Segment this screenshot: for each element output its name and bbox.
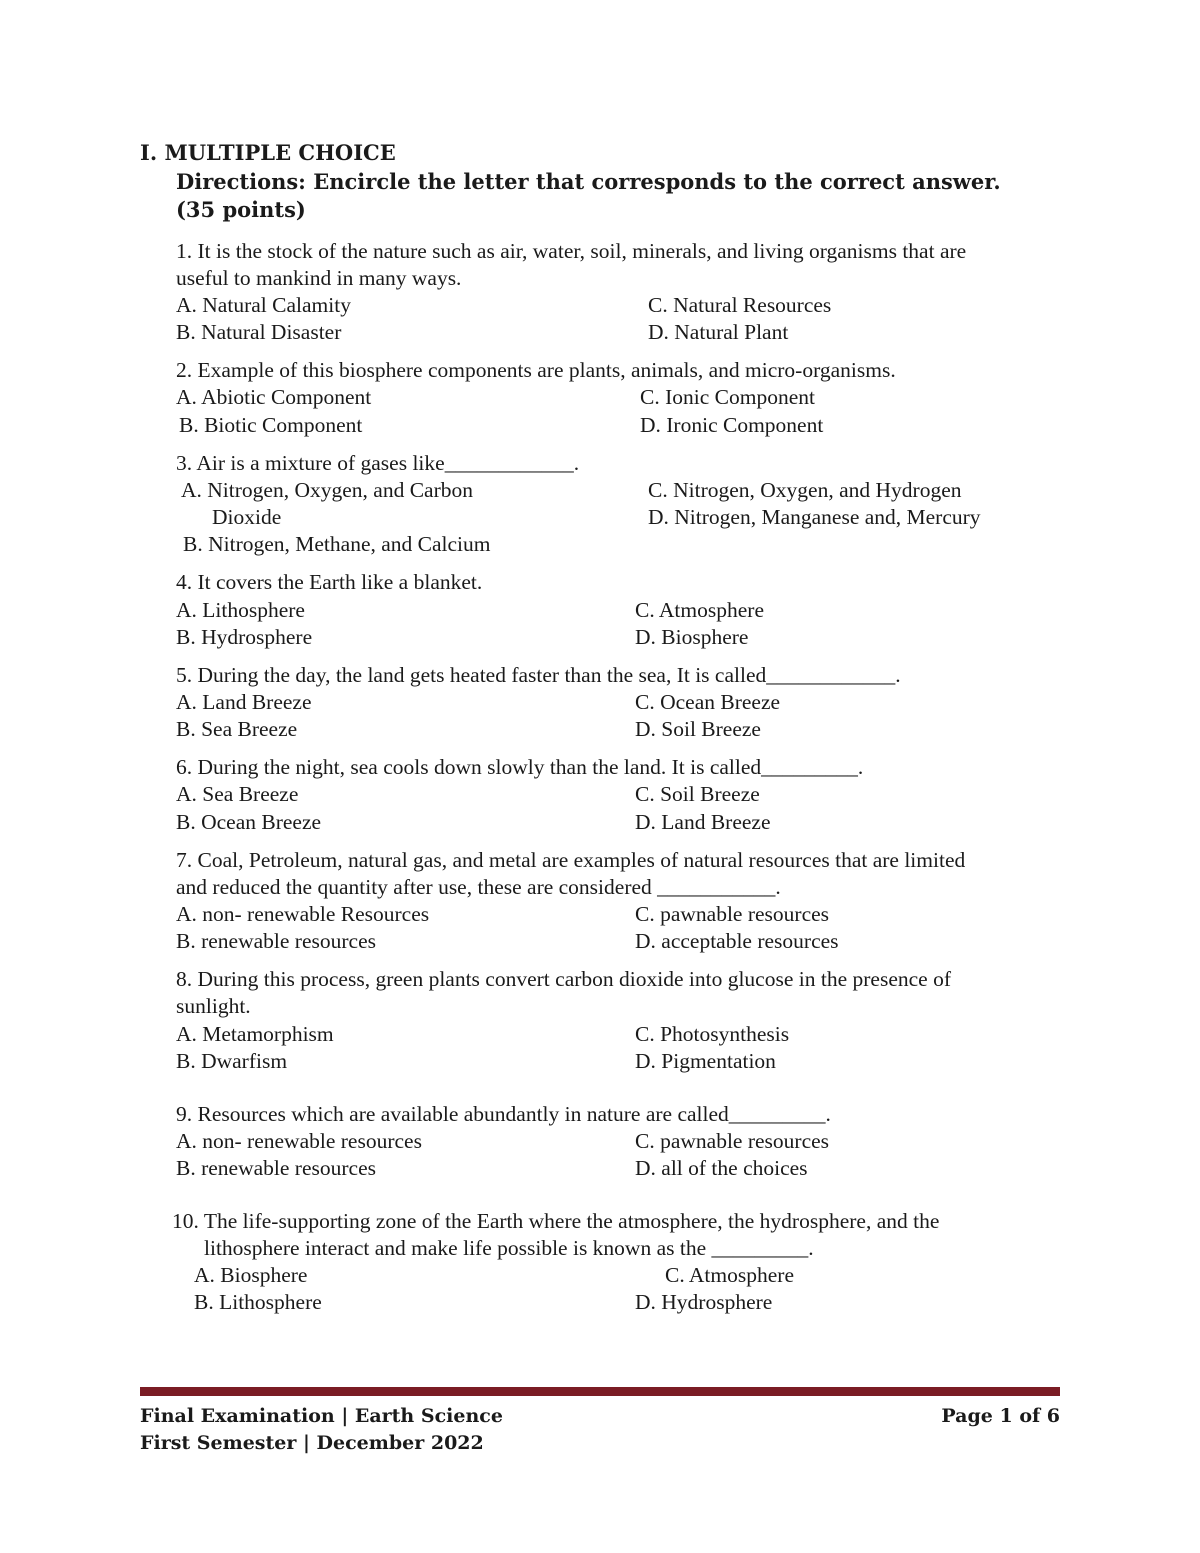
choice-b: B. Nitrogen, Methane, and Calcium <box>183 532 491 556</box>
question-stem: lithosphere interact and make life possible is known as the _________. <box>204 1236 814 1260</box>
choice-d: D. acceptable resources <box>635 929 839 953</box>
choice-c: C. Ocean Breeze <box>635 690 781 714</box>
choice-b: B. Dwarfism <box>176 1049 288 1073</box>
question-stem: 1. It is the stock of the nature such as air, water, soil, minerals, and living organisms that are <box>176 239 967 263</box>
choice-d: D. Hydrosphere <box>635 1290 773 1314</box>
choice-d: D. Ironic Component <box>640 413 824 437</box>
choice-b: B. Hydrosphere <box>176 625 313 649</box>
question-stem: 4. It covers the Earth like a blanket. <box>176 570 483 594</box>
choice-c: C. Atmosphere <box>665 1263 794 1287</box>
choice-a: A. non- renewable Resources <box>176 902 430 926</box>
choice-a: A. Sea Breeze <box>176 782 299 806</box>
choice-b: B. Ocean Breeze <box>176 810 322 834</box>
choice-c: C. pawnable resources <box>635 1129 830 1153</box>
choice-a: A. Land Breeze <box>176 690 312 714</box>
choice-c: C. Nitrogen, Oxygen, and Hydrogen <box>648 478 962 502</box>
footer-rule <box>140 1387 1060 1396</box>
question-stem: 8. During this process, green plants convert carbon dioxide into glucose in the presence of <box>176 967 951 991</box>
choice-a: A. Abiotic Component <box>176 385 372 409</box>
question-stem: 2. Example of this biosphere components are plants, animals, and micro-organisms. <box>176 358 896 382</box>
choice-a-continued: Dioxide <box>212 505 282 529</box>
choice-a: A. Nitrogen, Oxygen, and Carbon <box>181 478 473 502</box>
footer-semester: First Semester | December 2022 <box>140 1432 484 1454</box>
choice-c: C. Photosynthesis <box>635 1022 790 1046</box>
choice-c: C. Soil Breeze <box>635 782 760 806</box>
question-stem: 5. During the day, the land gets heated faster than the sea, It is called____________. <box>176 663 901 687</box>
choice-d: D. Land Breeze <box>635 810 771 834</box>
choice-d: D. Natural Plant <box>648 320 789 344</box>
choice-c: C. pawnable resources <box>635 902 830 926</box>
choice-c: C. Atmosphere <box>635 598 764 622</box>
question-stem: sunlight. <box>176 994 251 1018</box>
choice-a: A. Metamorphism <box>176 1022 334 1046</box>
choice-d: D. all of the choices <box>635 1156 808 1180</box>
choice-a: A. Lithosphere <box>176 598 305 622</box>
question-stem: 3. Air is a mixture of gases like____________. <box>176 451 580 475</box>
question-stem: 6. During the night, sea cools down slowly than the land. It is called_________. <box>176 755 864 779</box>
choice-c: C. Ionic Component <box>640 385 815 409</box>
choice-a: A. Biosphere <box>194 1263 308 1287</box>
choice-b: B. Sea Breeze <box>176 717 298 741</box>
choice-d: D. Biosphere <box>635 625 749 649</box>
choice-b: B. renewable resources <box>176 1156 376 1180</box>
question-stem: 7. Coal, Petroleum, natural gas, and metal are examples of natural resources that are limited <box>176 848 966 872</box>
question-stem: 9. Resources which are available abundantly in nature are called_________. <box>176 1102 831 1126</box>
choice-d: D. Pigmentation <box>635 1049 776 1073</box>
choice-a: A. non- renewable resources <box>176 1129 422 1153</box>
footer-exam-title: Final Examination | Earth Science <box>140 1405 503 1427</box>
choice-a: A. Natural Calamity <box>176 293 351 317</box>
directions-line-1: Directions: Encircle the letter that corresponds to the correct answer. <box>176 169 1001 194</box>
choice-c: C. Natural Resources <box>648 293 832 317</box>
directions-line-2: (35 points) <box>176 197 306 222</box>
section-title: I. MULTIPLE CHOICE <box>140 140 396 165</box>
choice-b: B. renewable resources <box>176 929 376 953</box>
choice-b: B. Natural Disaster <box>176 320 342 344</box>
choice-b: B. Biotic Component <box>179 413 363 437</box>
choice-b: B. Lithosphere <box>194 1290 322 1314</box>
page-number: Page 1 of 6 <box>941 1405 1060 1427</box>
question-stem: 10. The life-supporting zone of the Earth where the atmosphere, the hydrosphere, and the <box>172 1209 940 1233</box>
choice-d: D. Nitrogen, Manganese and, Mercury <box>648 505 981 529</box>
choice-d: D. Soil Breeze <box>635 717 761 741</box>
question-stem: useful to mankind in many ways. <box>176 266 462 290</box>
question-stem: and reduced the quantity after use, these are considered ___________. <box>176 875 781 899</box>
